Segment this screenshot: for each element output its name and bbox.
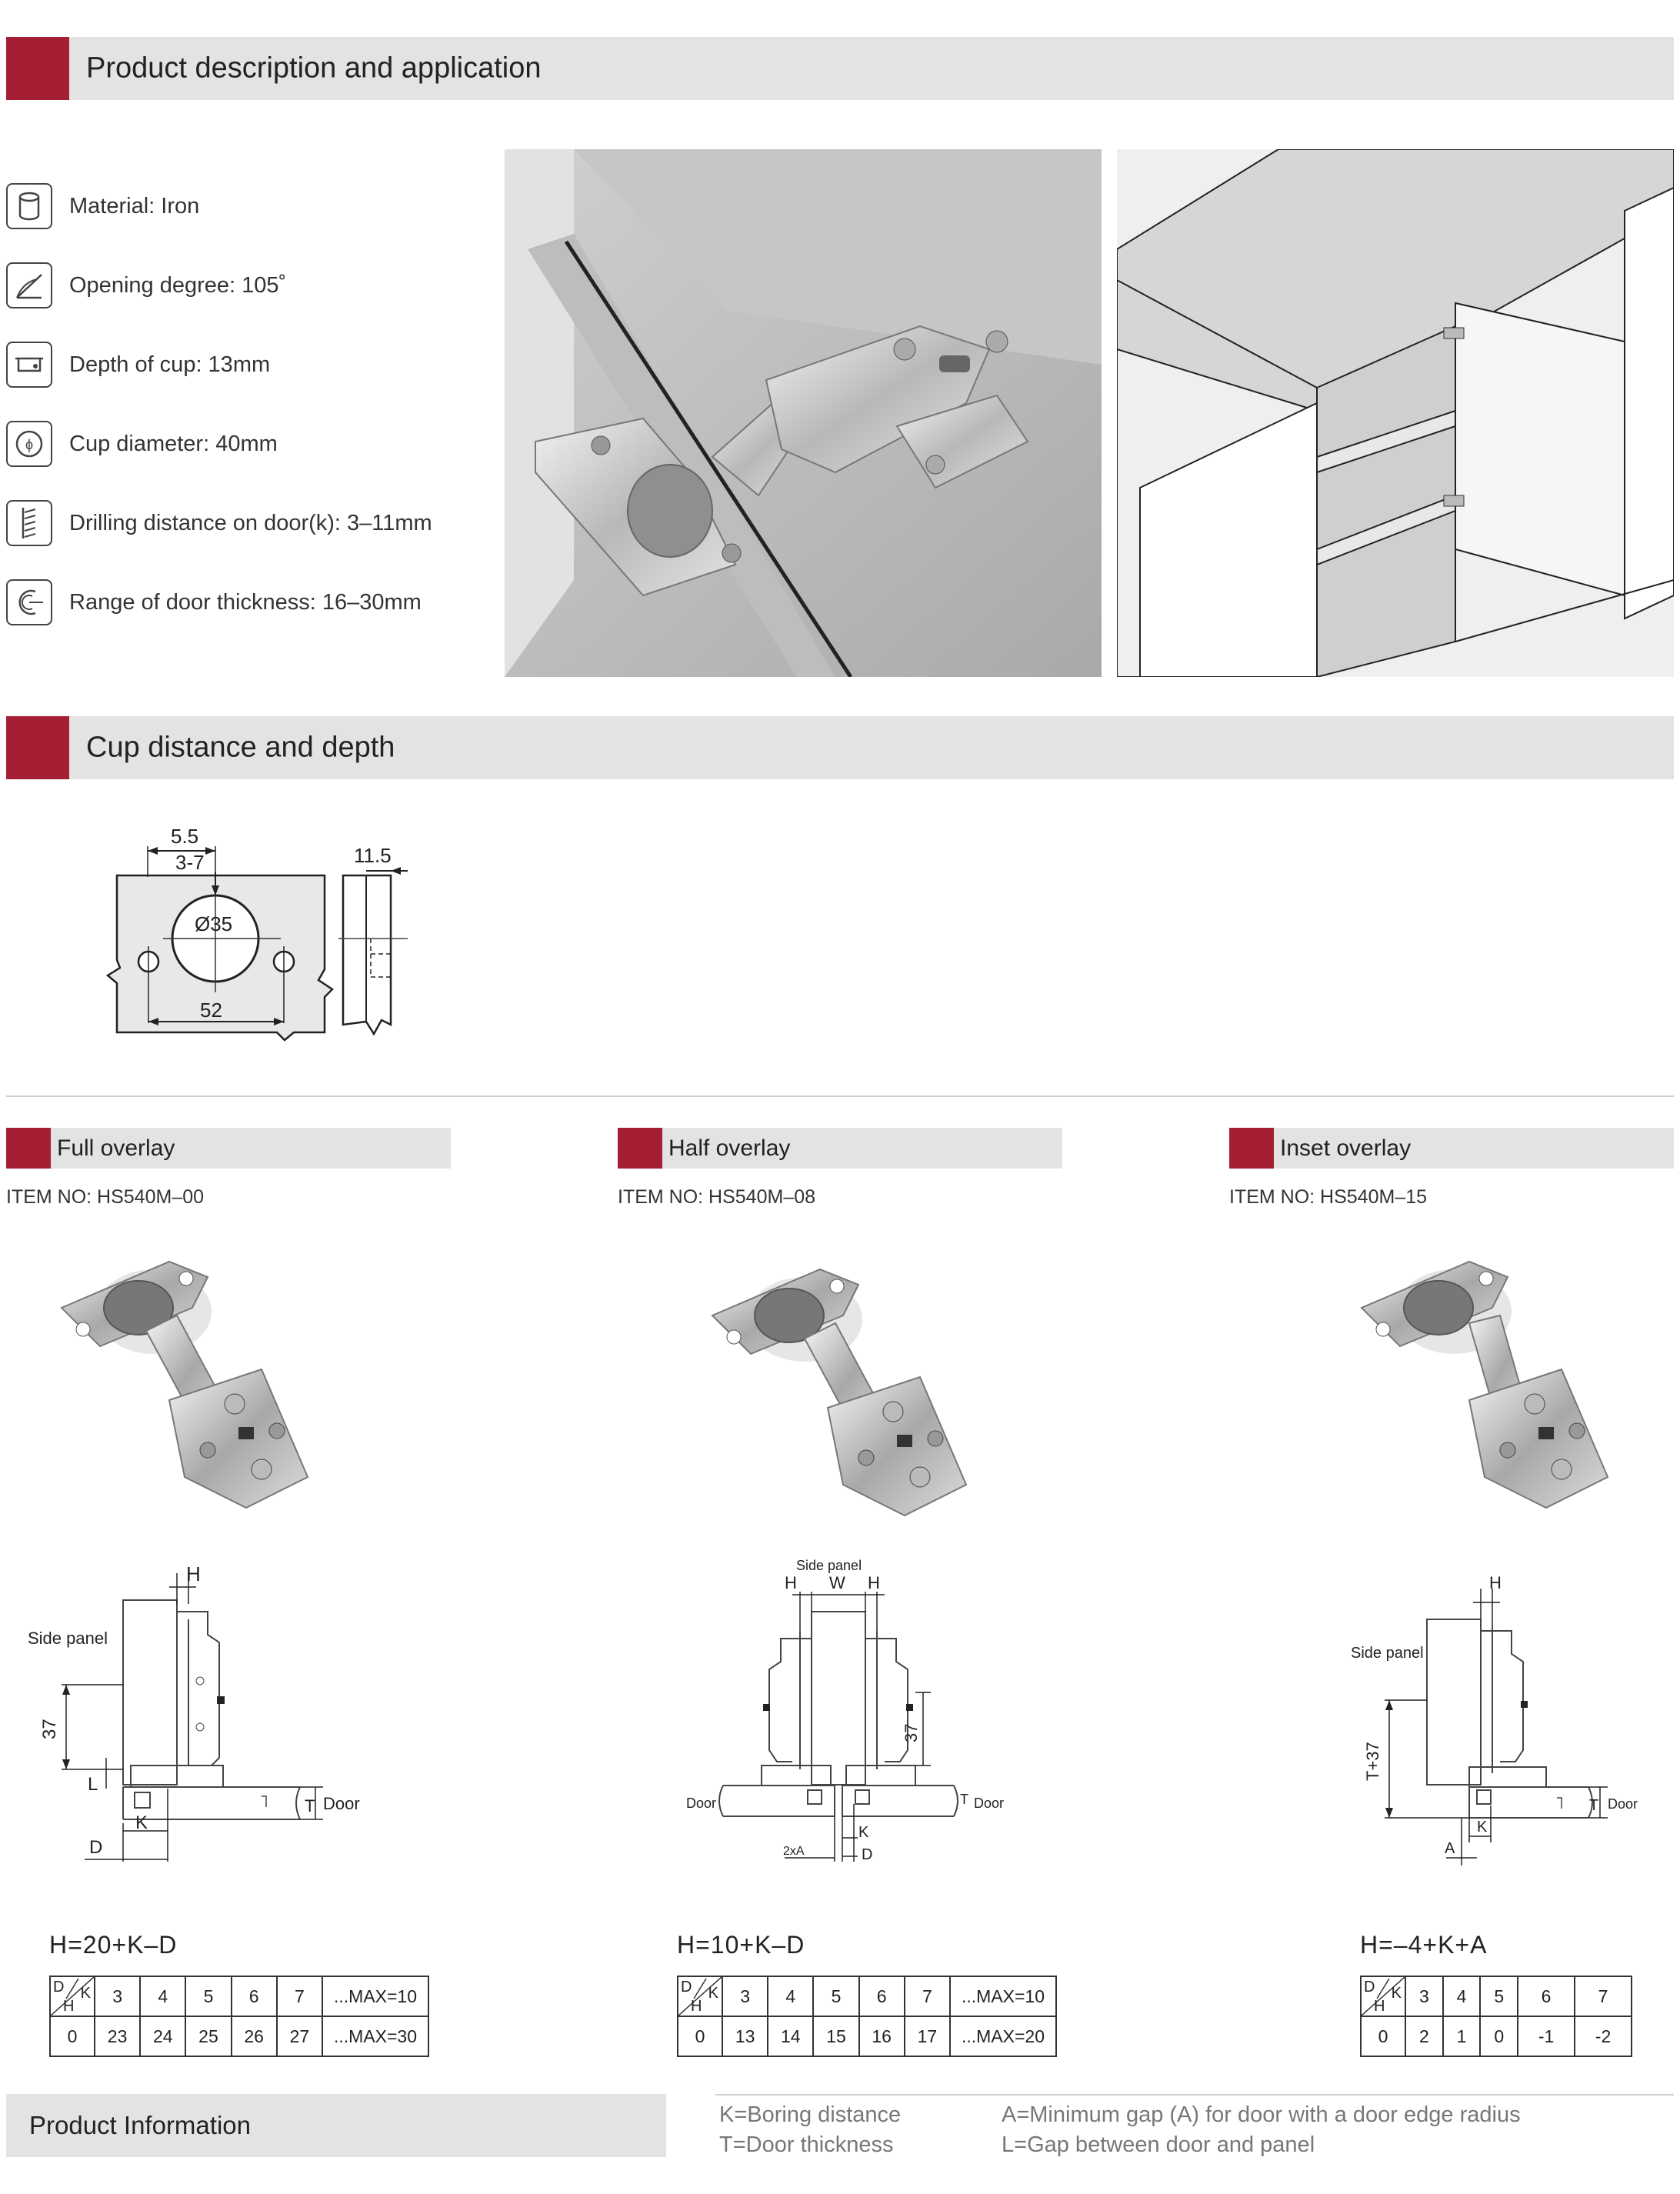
door-thickness-icon xyxy=(6,579,52,625)
table-cell: ...MAX=20 xyxy=(950,2016,1056,2056)
table-cell: 5 xyxy=(1480,1976,1518,2016)
section-header-product-information xyxy=(6,2094,666,2157)
spec-table xyxy=(49,1976,429,2057)
table-cell: 7 xyxy=(905,1976,950,2016)
hinge-image-inset-overlay xyxy=(1354,1246,1623,1539)
table-cell: 4 xyxy=(1443,1976,1481,2016)
table-cell: 2 xyxy=(1405,2016,1443,2056)
dim-diameter-label: Ø35 xyxy=(195,912,233,935)
legend-divider xyxy=(715,2094,1674,2096)
diagram-d-label: D xyxy=(89,1837,103,1858)
table-cell: 15 xyxy=(813,2016,858,2056)
spec-item xyxy=(6,578,422,627)
table-cell: ...MAX=10 xyxy=(322,1976,428,2016)
cup-distance-drawing xyxy=(92,815,431,1046)
formula: H=–4+K+A xyxy=(1360,1931,1488,1959)
diagram-door-label: Door xyxy=(1608,1796,1638,1812)
diagram-k-label: K xyxy=(1477,1819,1488,1836)
variant-header-full-overlay xyxy=(6,1128,451,1169)
divider xyxy=(6,1095,1674,1097)
diagram-a-label: A xyxy=(1445,1840,1455,1857)
svg-text:ϕ: ϕ xyxy=(25,437,34,452)
section-title: Product description and application xyxy=(86,52,542,85)
variant-title: Half overlay xyxy=(668,1135,791,1161)
material-icon xyxy=(6,183,52,229)
header-h: H xyxy=(691,1998,702,2015)
header-k: K xyxy=(80,1985,91,2002)
table-cell: 3 xyxy=(1405,1976,1443,2016)
diagram-t-label: T xyxy=(1589,1797,1599,1814)
diagram-dim-label: 37 xyxy=(902,1723,921,1742)
diagram-side-panel-label: Side panel xyxy=(1351,1645,1424,1662)
variant-accent xyxy=(618,1128,662,1169)
diagram-k-label: K xyxy=(135,1812,148,1833)
diagram-door-label-left: Door xyxy=(686,1796,717,1811)
dim-depth-label: 11.5 xyxy=(354,844,392,867)
diagram-a-label: 2xA xyxy=(783,1845,805,1858)
table-cell: 1 xyxy=(1443,2016,1481,2056)
variant-header-half-overlay xyxy=(618,1128,1062,1169)
spec-text: Drilling distance on door(k): 3–11mm xyxy=(69,510,432,535)
formula: H=20+K–D xyxy=(49,1931,178,1959)
spec-text: Material: Iron xyxy=(69,193,200,218)
variant-title: Full overlay xyxy=(57,1135,175,1161)
table-cell: 0 xyxy=(50,2016,95,2056)
table-cell: 23 xyxy=(95,2016,140,2056)
diameter-icon xyxy=(6,421,52,467)
variant-accent xyxy=(6,1128,51,1169)
diagram-dim-label: T+37 xyxy=(1363,1742,1382,1781)
diagram-side-panel-label: Side panel xyxy=(28,1629,108,1648)
table-corner-cell xyxy=(50,1976,95,2016)
spec-text: Depth of cup: 13mm xyxy=(69,352,271,377)
table-cell: 16 xyxy=(859,2016,905,2056)
diagram-l-label: L xyxy=(88,1774,98,1795)
table-cell: 13 xyxy=(722,2016,768,2056)
table-row xyxy=(50,1976,428,2016)
variant-accent xyxy=(1229,1128,1274,1169)
diagram-full-overlay xyxy=(15,1558,385,1866)
header-k: K xyxy=(1391,1985,1402,2002)
diagram-side-panel-label: Side panel xyxy=(796,1558,862,1573)
item-number: ITEM NO: HS540M–00 xyxy=(6,1186,205,1208)
table-row xyxy=(678,1976,1056,2016)
spec-text: Range of door thickness: 16–30mm xyxy=(69,589,422,615)
table-cell: ...MAX=30 xyxy=(322,2016,428,2056)
header-h: H xyxy=(1374,1998,1385,2015)
header-d: D xyxy=(1364,1979,1375,1996)
diagram-h-label: H xyxy=(868,1573,880,1592)
section-title: Cup distance and depth xyxy=(86,731,395,764)
table-cell: 3 xyxy=(95,1976,140,2016)
spec-item xyxy=(6,261,286,310)
spec-item xyxy=(6,340,270,389)
diagram-h-label: H xyxy=(186,1562,201,1585)
table-cell: 14 xyxy=(768,2016,813,2056)
spec-table xyxy=(677,1976,1057,2057)
spec-item xyxy=(6,419,278,468)
table-cell: 6 xyxy=(859,1976,905,2016)
section-title: Product Information xyxy=(29,2111,251,2139)
hinge-image-half-overlay xyxy=(705,1246,974,1539)
table-cell: 27 xyxy=(277,2016,322,2056)
spec-text: Cup diameter: 40mm xyxy=(69,431,278,456)
hinge-photo xyxy=(505,149,1102,677)
section-header-cup-distance xyxy=(6,716,1674,779)
hinge-image-full-overlay xyxy=(54,1246,323,1539)
dim-spacing-label: 52 xyxy=(200,999,222,1022)
table-corner-cell xyxy=(678,1976,722,2016)
variant-header-inset-overlay xyxy=(1229,1128,1674,1169)
table-cell: 7 xyxy=(1575,1976,1632,2016)
table-cell: ...MAX=10 xyxy=(950,1976,1056,2016)
table-cell: 3 xyxy=(722,1976,768,2016)
item-number: ITEM NO: HS540M–15 xyxy=(1229,1186,1428,1208)
item-number: ITEM NO: HS540M–08 xyxy=(618,1186,816,1208)
table-cell: 5 xyxy=(185,1976,231,2016)
diagram-inset-overlay xyxy=(1338,1558,1677,1866)
diagram-door-label: Door xyxy=(974,1796,1005,1811)
table-cell: 24 xyxy=(140,2016,185,2056)
diagram-t-label: T xyxy=(305,1796,315,1816)
table-cell: 0 xyxy=(1361,2016,1405,2056)
cabinet-illustration xyxy=(1117,149,1674,677)
table-cell: 17 xyxy=(905,2016,950,2056)
table-cell: 6 xyxy=(232,1976,277,2016)
drilling-distance-icon xyxy=(6,500,52,546)
diagram-half-overlay xyxy=(677,1558,1046,1866)
table-cell: 4 xyxy=(768,1976,813,2016)
header-h: H xyxy=(63,1998,75,2015)
spec-text: Opening degree: 105˚ xyxy=(69,272,287,298)
table-cell: 0 xyxy=(1480,2016,1518,2056)
section-accent xyxy=(6,37,69,100)
cup-depth-icon xyxy=(6,342,52,388)
legend-l: L=Gap between door and panel xyxy=(1002,2132,1315,2157)
table-cell: 7 xyxy=(277,1976,322,2016)
table-cell: 0 xyxy=(678,2016,722,2056)
table-row xyxy=(678,2016,1056,2056)
dim-offset-label: 3-7 xyxy=(175,851,205,874)
table-cell: 4 xyxy=(140,1976,185,2016)
spec-item xyxy=(6,182,199,231)
section-accent xyxy=(6,716,69,779)
table-cell: -1 xyxy=(1518,2016,1575,2056)
legend-k: K=Boring distance xyxy=(719,2102,902,2127)
table-cell: 6 xyxy=(1518,1976,1575,2016)
diagram-d-label: D xyxy=(862,1846,873,1863)
diagram-k-label: K xyxy=(858,1824,869,1841)
variant-title: Inset overlay xyxy=(1280,1135,1412,1161)
diagram-h-label: H xyxy=(1489,1573,1502,1592)
diagram-dim-label: 37 xyxy=(39,1719,60,1739)
header-d: D xyxy=(681,1979,692,1996)
formula: H=10+K–D xyxy=(677,1931,805,1959)
table-cell: 25 xyxy=(185,2016,231,2056)
diagram-t-label: T xyxy=(960,1792,968,1807)
table-row xyxy=(1361,2016,1632,2056)
header-d: D xyxy=(53,1979,65,1996)
header-k: K xyxy=(708,1985,718,2002)
table-cell: 26 xyxy=(232,2016,277,2056)
legend-a: A=Minimum gap (A) for door with a door edge radius xyxy=(1002,2102,1521,2127)
table-corner-cell xyxy=(1361,1976,1405,2016)
table-cell: 5 xyxy=(813,1976,858,2016)
diagram-w-label: W xyxy=(829,1573,845,1592)
opening-angle-icon xyxy=(6,262,52,308)
section-header-product-description xyxy=(6,37,1674,100)
spec-table xyxy=(1360,1976,1632,2057)
diagram-h-label: H xyxy=(785,1573,797,1592)
diagram-door-label: Door xyxy=(323,1794,360,1813)
table-row xyxy=(50,2016,428,2056)
table-cell: -2 xyxy=(1575,2016,1632,2056)
spec-item xyxy=(6,498,432,548)
legend-t: T=Door thickness xyxy=(719,2132,894,2157)
table-row xyxy=(1361,1976,1632,2016)
dim-top-label: 5.5 xyxy=(171,825,199,848)
